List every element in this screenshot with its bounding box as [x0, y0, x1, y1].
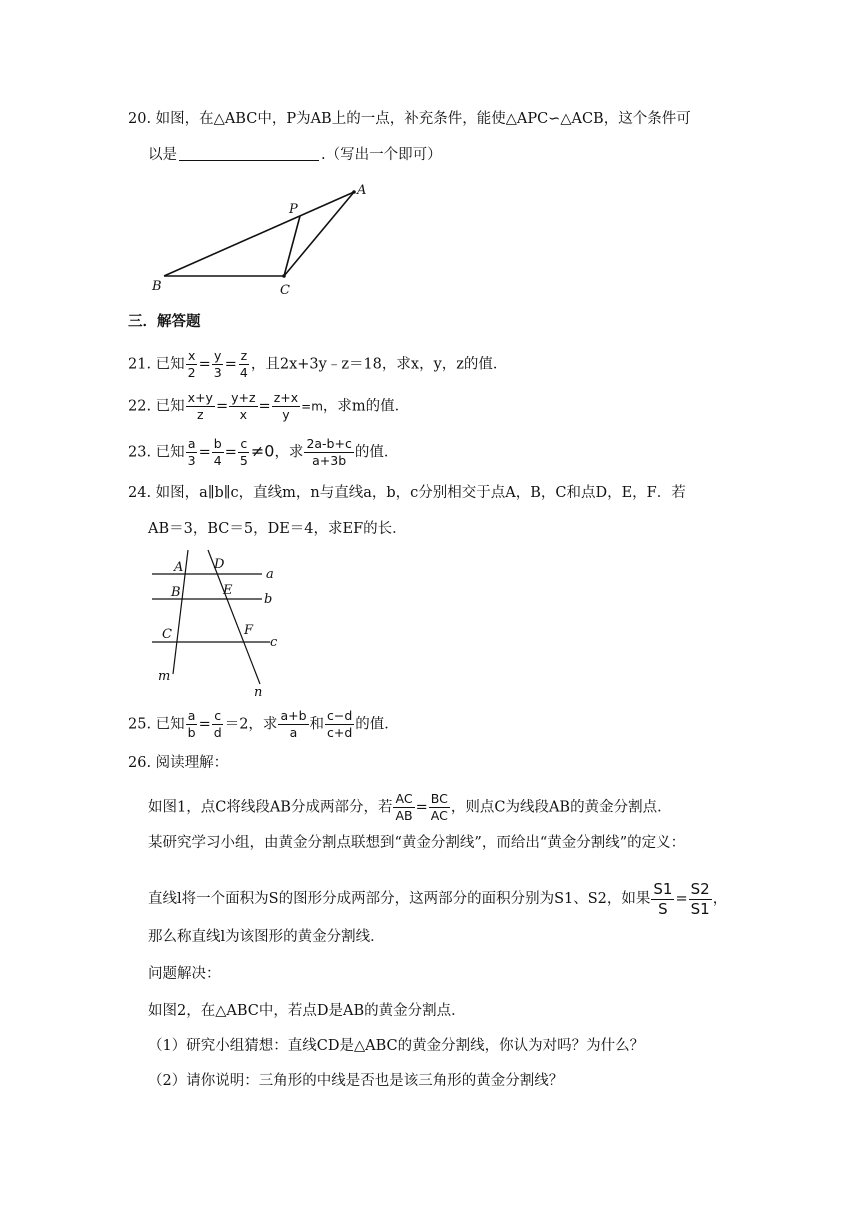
q26-title: [128, 755, 228, 772]
q25-number: 25.: [128, 716, 152, 733]
section-3-heading: 三．解答题: [128, 313, 201, 330]
q21: 21. 已知 $\frac{x}{2}$ = $\frac{y}{3}$ = $\frac{z}{4}$ ，且2x+3y﹣z＝18，求x，y，z的值．: [128, 348, 508, 380]
label-E: E: [223, 583, 233, 598]
q25-eq: ＝2，求: [224, 716, 278, 733]
label-C: C: [162, 627, 172, 642]
q25-pre: 已知: [155, 716, 185, 733]
fraction: $\frac{a}{b}$: [187, 708, 196, 740]
label-A: A: [357, 183, 367, 198]
q23-mid: ，求: [274, 444, 304, 461]
fraction: $\frac{AC}{AB}$: [395, 791, 413, 823]
q23-pre: 已知: [155, 444, 185, 461]
point-C: [282, 274, 286, 278]
label-B: B: [171, 585, 181, 600]
q23: 23. 已知 $\frac{a}{3}$ = $\frac{b}{4}$ = $\frac{c}{5}$ ≠0，求 $\frac{2a-b+c}{a+3b}$ 的值．: [128, 436, 399, 468]
q23-number: 23.: [128, 444, 152, 461]
q26-p3: 直线l将一个面积为S的图形分成两部分，这两部分的面积分别为S1、S2，如果 $\frac{S1}{S}$ = $\frac{S2}{S1}$ ，: [148, 880, 728, 918]
q24-line2: AB＝3，BC＝5，DE＝4，求EF的长．: [148, 521, 407, 537]
fraction: $\frac{a+b}{a}$: [280, 708, 307, 740]
q20-text-2b: .（写出一个即可）: [321, 147, 442, 163]
fraction: $\frac{z+x}{y}$: [273, 390, 299, 422]
label-B: B: [152, 279, 162, 294]
q26-p1-post: ，则点C为线段AB的黄金分割点．: [450, 799, 672, 816]
q22-post: ，求m的值．: [322, 398, 410, 415]
fraction: $\frac{S2}{S1}$: [690, 880, 710, 918]
q22-pre: 已知: [155, 398, 185, 415]
fraction: $\frac{2a-b+c}{a+3b}$: [306, 436, 352, 468]
q26-p5: 问题解决：: [148, 966, 221, 982]
fraction: $\frac{x}{2}$: [187, 348, 196, 380]
q21-number: 21.: [128, 356, 152, 373]
label-c: c: [270, 635, 278, 650]
fraction: $\frac{BC}{AC}$: [430, 791, 448, 823]
q26-p2: 某研究学习小组，由黄金分割点联想到“黄金分割线”，而给出“黄金分割线”的定义：: [148, 835, 686, 851]
q26-title-text: 阅读理解：: [155, 755, 229, 771]
q20-number: 20.: [128, 111, 152, 127]
fraction: $\frac{z}{4}$: [239, 348, 248, 380]
q26-p8: （2）请你说明：三角形的中线是否也是该三角形的黄金分割线？: [148, 1073, 564, 1089]
q20-line2: [148, 146, 442, 164]
q20-text: 如图，在△ABC中，P为AB上的一点，补充条件，能使△APC∽△ACB，这个条件可: [155, 111, 691, 127]
fraction: $\frac{x+y}{z}$: [187, 390, 213, 422]
fraction: $\frac{c-d}{c+d}$: [327, 708, 353, 740]
q26-p7: （1）研究小组猜想：直线CD是△ABC的黄金分割线，你认为对吗？为什么？: [148, 1038, 645, 1054]
q24-number: 24.: [128, 485, 152, 501]
q24-parallel-lines-figure: [148, 546, 288, 698]
q23-neq: ≠0: [250, 441, 275, 461]
q26-p1-pre: 如图1，点C将线段AB分成两部分，若: [148, 799, 393, 816]
q26-p6: 如图2，在△ABC中，若点D是AB的黄金分割点．: [148, 1003, 466, 1019]
fraction: $\frac{y+z}{x}$: [231, 390, 256, 422]
q22-m: =m: [301, 399, 323, 414]
fraction: $\frac{y}{3}$: [213, 348, 222, 380]
label-P: P: [289, 202, 298, 217]
q24-line1: [128, 485, 686, 502]
q26-p1: 如图1，点C将线段AB分成两部分，若 $\frac{AC}{AB}$ = $\frac{BC}{AC}$ ，则点C为线段AB的黄金分割点．: [148, 791, 672, 823]
q21-pre: 已知: [155, 356, 185, 373]
q22: 22. 已知 $\frac{x+y}{z}$ = $\frac{y+z}{x}$ = $\frac{z+x}{y}$ =m，求m的值．: [128, 390, 410, 422]
fraction: $\frac{a}{3}$: [187, 436, 196, 468]
q20-line1: [128, 111, 691, 128]
q25-and: 和: [309, 716, 325, 733]
q25: 25. 已知 $\frac{a}{b}$ = $\frac{c}{d}$ ＝2，求 $\frac{a+b}{a}$ 和 $\frac{c-d}{c+d}$ 的值．: [128, 708, 399, 740]
q20-text-2a: 以是: [148, 147, 177, 163]
q26-number: 26.: [128, 755, 152, 771]
fraction: $\frac{b}{4}$: [213, 436, 222, 468]
fraction: $\frac{S1}{S}$: [653, 880, 673, 918]
label-F: F: [244, 623, 254, 638]
q24-text: 如图，a∥b∥c，直线m，n与直线a，b，c分别相交于点A，B，C和点D，E，F．若: [155, 485, 686, 501]
q20-triangle-figure: [148, 180, 378, 300]
q23-post: 的值．: [354, 444, 399, 461]
q26-p4: 那么称直线l为该图形的黄金分割线．: [148, 929, 385, 945]
fraction: $\frac{c}{d}$: [213, 708, 222, 740]
q26-p3-post: ，: [712, 891, 728, 907]
q26-p3-pre: 直线l将一个面积为S的图形分成两部分，这两部分的面积分别为S1、S2，如果: [148, 891, 651, 907]
label-b: b: [264, 592, 273, 607]
point-A: [352, 190, 356, 194]
label-m: m: [158, 669, 171, 684]
q21-post: ，且2x+3y﹣z＝18，求x，y，z的值．: [250, 356, 508, 373]
q22-number: 22.: [128, 398, 152, 415]
segment-BA: [164, 192, 354, 276]
label-A: A: [174, 560, 184, 575]
q25-post: 的值．: [355, 716, 399, 733]
label-D: D: [214, 557, 225, 572]
q20-answer-blank[interactable]: [179, 146, 319, 161]
label-C: C: [280, 283, 290, 298]
label-n: n: [254, 685, 263, 698]
fraction: $\frac{c}{5}$: [239, 436, 248, 468]
label-a: a: [266, 567, 274, 582]
